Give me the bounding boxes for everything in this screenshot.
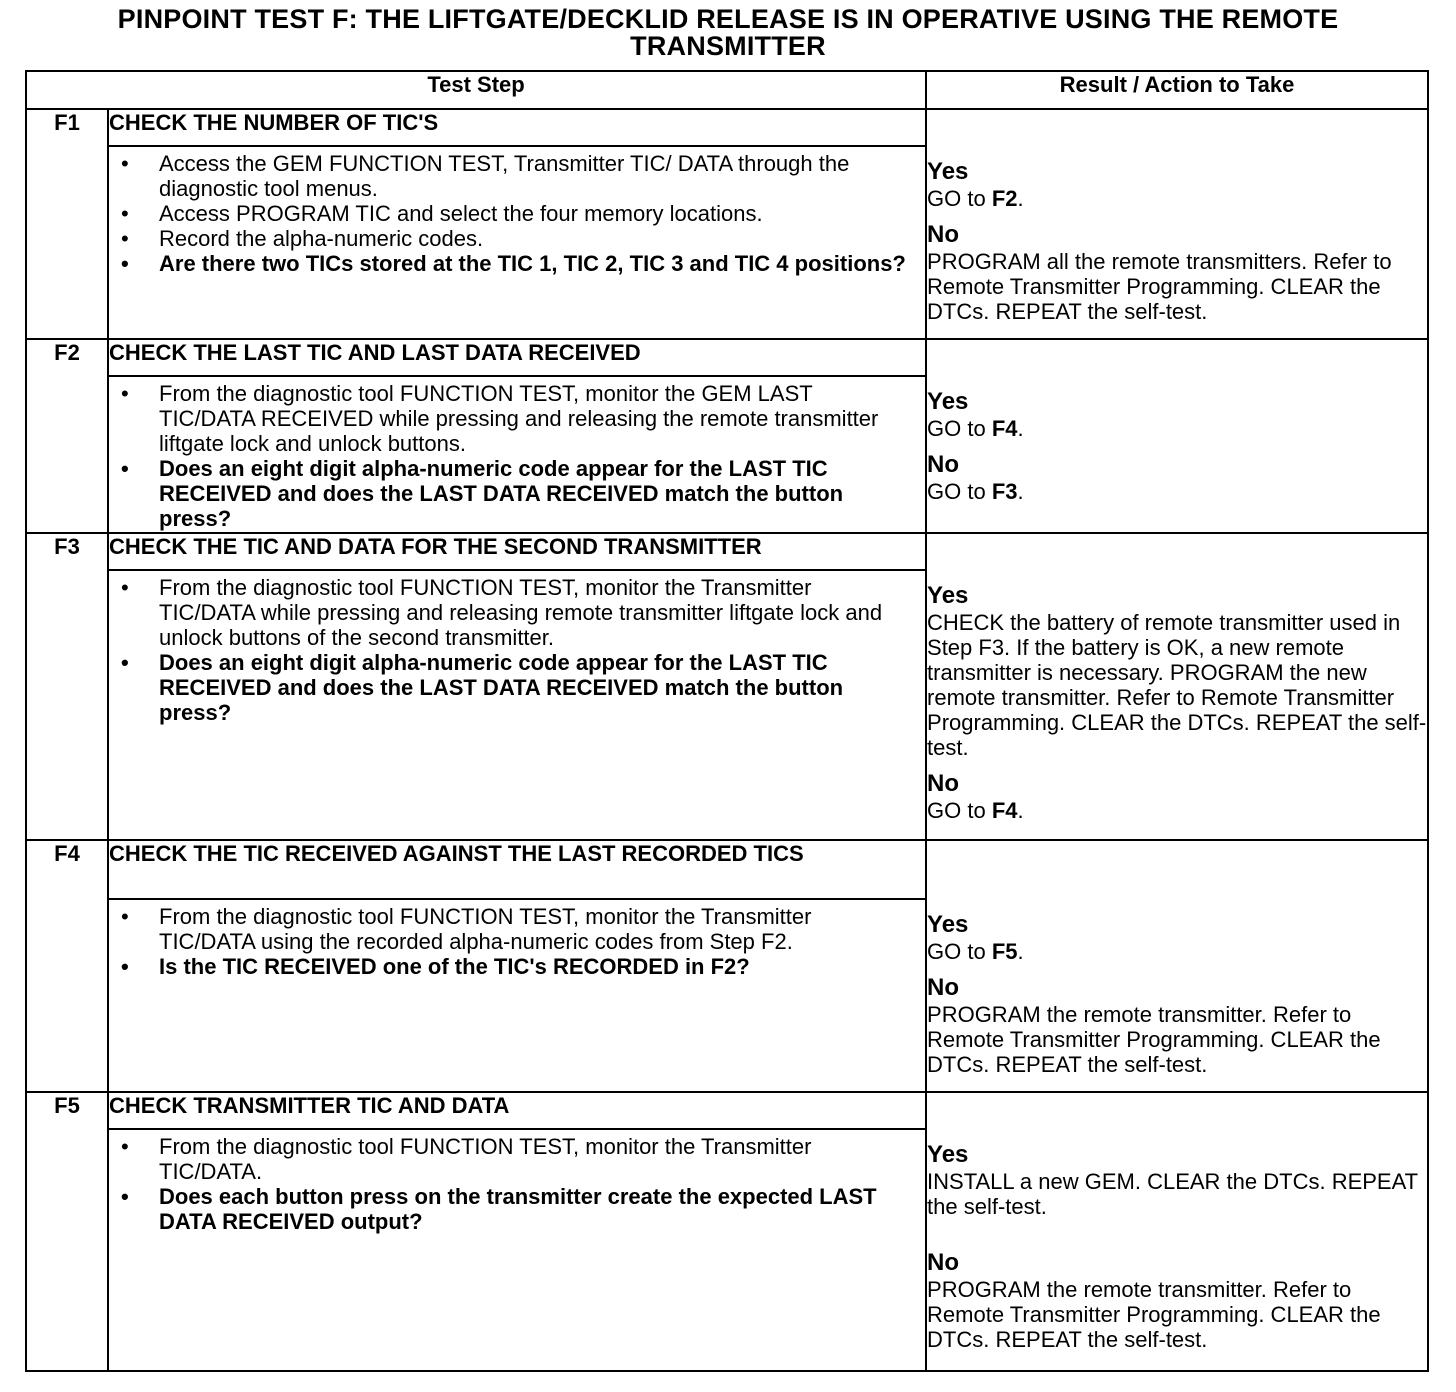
result-text-suffix: . — [1017, 416, 1024, 442]
bullet-text: From the diagnostic tool FUNCTION TEST, monitor the Transmitter TIC/DATA. — [159, 1133, 812, 1184]
result-text-suffix: . — [1017, 798, 1024, 824]
step-title: CHECK THE TIC RECEIVED AGAINST THE LAST RECORDED TICS — [108, 840, 926, 899]
step-id: F1 — [26, 109, 108, 339]
result-action-text: GO to — [927, 479, 992, 505]
result-action-text: INSTALL a new GEM. CLEAR the DTCs. REPEAT the self-test. — [927, 1169, 1418, 1220]
bullet-list — [109, 147, 925, 276]
step-instructions — [108, 570, 926, 840]
bullet-icon: • — [121, 953, 129, 979]
result-label: Yes — [927, 158, 969, 186]
bullet-list — [109, 1130, 925, 1234]
step-title-row — [26, 339, 1428, 375]
step-instructions — [108, 899, 926, 1093]
goto-step-ref: F3 — [991, 479, 1018, 505]
bullet-text: Is the TIC RECEIVED one of the TIC's RECORDED in F2? — [159, 953, 750, 979]
result-label: Yes — [927, 388, 969, 416]
bullet-item — [109, 904, 909, 954]
result-no — [927, 1249, 1427, 1352]
bullet-list — [109, 377, 925, 531]
bullet-text: From the diagnostic tool FUNCTION TEST, monitor the GEM LAST TIC/DATA RECEIVED while pressing and releasing the remote transmitter liftgate lock and unlock buttons. — [159, 380, 879, 456]
result-yes — [927, 911, 1427, 964]
bullet-icon: • — [121, 250, 129, 276]
result-text — [927, 1277, 1427, 1352]
column-header-result-action: Result / Action to Take — [926, 71, 1428, 109]
bullet-list — [109, 571, 925, 725]
result-yes — [927, 1141, 1427, 1219]
bullet-question — [109, 456, 909, 531]
result-text-suffix: . — [1017, 186, 1024, 212]
step-result — [926, 533, 1428, 840]
bullet-icon: • — [121, 150, 129, 176]
step-title-row — [26, 533, 1428, 569]
bullet-text: Access the GEM FUNCTION TEST, Transmitter TIC/ DATA through the diagnostic tool menus. — [159, 150, 850, 201]
step-title: CHECK TRANSMITTER TIC AND DATA — [108, 1092, 926, 1128]
bullet-text: Are there two TICs stored at the TIC 1, TIC 2, TIC 3 and TIC 4 positions? — [159, 250, 906, 276]
bullet-text: Does an eight digit alpha-numeric code appear for the LAST TIC RECEIVED and does the LAST DATA RECEIVED match the button press? — [159, 649, 844, 725]
step-instructions — [108, 1129, 926, 1371]
result-text — [927, 416, 1427, 441]
result-action-text: GO to — [927, 186, 992, 212]
result-label: Yes — [927, 911, 969, 939]
result-action-text: PROGRAM the remote transmitter. Refer to Remote Transmitter Programming. CLEAR the DTCs. REPEAT the self-test. — [927, 1277, 1381, 1353]
bullet-item — [109, 151, 909, 201]
bullet-icon: • — [121, 200, 129, 226]
result-label: No — [927, 974, 960, 1002]
bullet-question — [109, 1184, 909, 1234]
step-title: CHECK THE LAST TIC AND LAST DATA RECEIVED — [108, 339, 926, 375]
bullet-icon: • — [121, 903, 129, 929]
result-no — [927, 451, 1427, 504]
step-result — [926, 840, 1428, 1092]
bullet-text: Access PROGRAM TIC and select the four memory locations. — [159, 200, 763, 226]
bullet-icon: • — [121, 1183, 129, 1209]
result-no — [927, 974, 1427, 1077]
bullet-question — [109, 650, 909, 725]
step-instructions — [108, 146, 926, 340]
result-action-text: CHECK the battery of remote transmitter used in Step F3. If the battery is OK, a new remote transmitter is necessary. PROGRAM the new remote transmitter. Refer to Remote Transmitter Programming. CLEAR the DTCs. REPEAT the self-test. — [927, 610, 1427, 761]
bullet-icon: • — [121, 225, 129, 251]
bullet-item — [109, 201, 909, 226]
result-label: Yes — [927, 1141, 969, 1169]
step-id: F3 — [26, 533, 108, 840]
result-yes — [927, 158, 1427, 211]
step-id: F2 — [26, 339, 108, 533]
result-no — [927, 770, 1427, 823]
result-text-suffix: . — [1017, 939, 1024, 965]
result-text-suffix: . — [1017, 479, 1024, 505]
step-title: CHECK THE TIC AND DATA FOR THE SECOND TRANSMITTER — [108, 533, 926, 569]
bullet-item — [109, 381, 909, 456]
bullet-item — [109, 575, 909, 650]
result-text — [927, 249, 1427, 324]
result-text — [927, 798, 1427, 823]
step-instructions — [108, 376, 926, 533]
step-title-row — [26, 840, 1428, 899]
bullet-icon: • — [121, 1133, 129, 1159]
result-yes — [927, 582, 1427, 760]
bullet-text: Does each button press on the transmitter create the expected LAST DATA RECEIVED output? — [159, 1183, 877, 1234]
bullet-question — [109, 251, 909, 276]
step-result — [926, 1092, 1428, 1371]
step-id: F5 — [26, 1092, 108, 1371]
bullet-list — [109, 900, 925, 979]
goto-step-ref: F5 — [991, 939, 1018, 965]
result-action-text: PROGRAM all the remote transmitters. Refer to Remote Transmitter Programming. CLEAR the DTCs. REPEAT the self-test. — [927, 249, 1392, 325]
table-header-row — [26, 71, 1428, 109]
result-text — [927, 1169, 1427, 1219]
result-text — [927, 939, 1427, 964]
bullet-text: Record the alpha-numeric codes. — [159, 225, 484, 251]
step-title-row — [26, 109, 1428, 145]
page-title-line-2: TRANSMITTER — [630, 31, 826, 61]
page-title — [0, 6, 1456, 60]
page-title-line-1: PINPOINT TEST F: THE LIFTGATE/DECKLID RELEASE IS IN OPERATIVE USING THE REMOTE — [117, 4, 1339, 34]
goto-step-ref: F4 — [991, 416, 1018, 442]
result-text — [927, 1002, 1427, 1077]
pinpoint-test-table — [25, 70, 1429, 1372]
goto-step-ref: F4 — [991, 798, 1018, 824]
bullet-text: From the diagnostic tool FUNCTION TEST, monitor the Transmitter TIC/DATA while pressing and releasing remote transmitter liftgate lock and unlock buttons of the second transmitter. — [159, 574, 883, 650]
bullet-icon: • — [121, 649, 129, 675]
bullet-icon: • — [121, 574, 129, 600]
result-text — [927, 479, 1427, 504]
bullet-item — [109, 1134, 909, 1184]
goto-step-ref: F2 — [991, 186, 1018, 212]
result-action-text: GO to — [927, 798, 992, 824]
bullet-icon: • — [121, 380, 129, 406]
result-action-text: GO to — [927, 939, 992, 965]
result-label: No — [927, 770, 960, 798]
step-result — [926, 109, 1428, 339]
bullet-item — [109, 226, 909, 251]
step-title: CHECK THE NUMBER OF TIC'S — [108, 109, 926, 145]
result-action-text: PROGRAM the remote transmitter. Refer to Remote Transmitter Programming. CLEAR the DTCs. REPEAT the self-test. — [927, 1002, 1381, 1078]
result-label: No — [927, 451, 960, 479]
result-label: No — [927, 221, 960, 249]
step-title-row — [26, 1092, 1428, 1128]
column-header-test-step: Test Step — [26, 71, 926, 109]
result-text — [927, 186, 1427, 211]
bullet-icon: • — [121, 455, 129, 481]
result-action-text: GO to — [927, 416, 992, 442]
result-no — [927, 221, 1427, 324]
step-id: F4 — [26, 840, 108, 1092]
bullet-question — [109, 954, 909, 979]
bullet-text: Does an eight digit alpha-numeric code appear for the LAST TIC RECEIVED and does the LAST DATA RECEIVED match the button press? — [159, 455, 844, 531]
result-yes — [927, 388, 1427, 441]
step-result — [926, 339, 1428, 533]
result-text — [927, 610, 1427, 760]
result-label: Yes — [927, 582, 969, 610]
bullet-text: From the diagnostic tool FUNCTION TEST, monitor the Transmitter TIC/DATA using the recorded alpha-numeric codes from Step F2. — [159, 903, 812, 954]
result-label: No — [927, 1249, 960, 1277]
